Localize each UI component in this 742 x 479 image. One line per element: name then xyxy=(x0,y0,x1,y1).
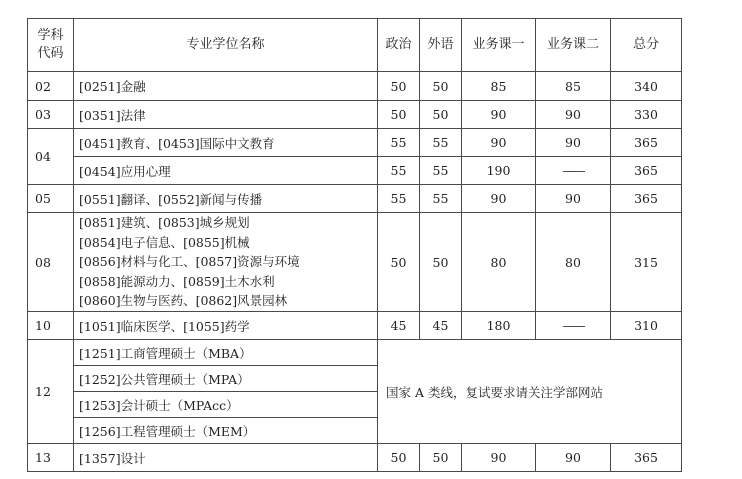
politics-score: 55 xyxy=(378,157,420,185)
discipline-code: 04 xyxy=(28,129,74,185)
discipline-code: 03 xyxy=(28,101,74,129)
degree-name: [1251]工商管理硕士（MBA） xyxy=(74,340,378,366)
degree-name: [1357]设计 xyxy=(74,444,378,472)
degree-name: [0856]材料与化工、[0857]资源与环境 xyxy=(79,254,300,270)
header-total: 总分 xyxy=(611,19,682,72)
discipline-code: 05 xyxy=(28,185,74,213)
degree-name: [1253]会计硕士（MPAcc） xyxy=(74,392,378,418)
foreign-score: 50 xyxy=(420,444,462,472)
header-course1: 业务课一 xyxy=(462,19,536,72)
total-score: 365 xyxy=(611,444,682,472)
foreign-score: 55 xyxy=(420,185,462,213)
table-row xyxy=(28,101,682,129)
foreign-score: 55 xyxy=(420,157,462,185)
course2-score: 90 xyxy=(536,444,611,472)
degree-name: [0860]生物与医药、[0862]风景园林 xyxy=(79,293,288,309)
foreign-score: 50 xyxy=(420,72,462,101)
discipline-code: 13 xyxy=(28,444,74,472)
foreign-score: 50 xyxy=(420,213,462,312)
course2-score: 85 xyxy=(536,72,611,101)
course2-score: 90 xyxy=(536,129,611,157)
course1-score: 190 xyxy=(462,157,536,185)
total-score: 315 xyxy=(611,213,682,312)
discipline-code: 12 xyxy=(28,340,74,444)
table-row xyxy=(28,72,682,101)
course1-score: 180 xyxy=(462,312,536,340)
table-row xyxy=(28,185,682,213)
table-row xyxy=(28,340,682,366)
discipline-code: 02 xyxy=(28,72,74,101)
course1-score: 90 xyxy=(462,101,536,129)
course1-score: 90 xyxy=(462,129,536,157)
discipline-code: 08 xyxy=(28,213,74,312)
course2-score: —— xyxy=(536,312,611,340)
foreign-score: 45 xyxy=(420,312,462,340)
table-header-row xyxy=(28,19,682,72)
discipline-code: 10 xyxy=(28,312,74,340)
course1-score: 85 xyxy=(462,72,536,101)
course1-score: 90 xyxy=(462,185,536,213)
degree-name: [1252]公共管理硕士（MPA） xyxy=(74,366,378,392)
table-row xyxy=(28,312,682,340)
degree-name-list xyxy=(74,213,378,312)
table-row xyxy=(28,213,682,312)
degree-name: [1256]工程管理硕士（MEM） xyxy=(74,418,378,444)
header-foreign-language: 外语 xyxy=(420,19,462,72)
course2-score: —— xyxy=(536,157,611,185)
foreign-score: 50 xyxy=(420,101,462,129)
total-score: 365 xyxy=(611,185,682,213)
total-score: 365 xyxy=(611,157,682,185)
total-score: 340 xyxy=(611,72,682,101)
foreign-score: 55 xyxy=(420,129,462,157)
header-course2: 业务课二 xyxy=(536,19,611,72)
header-discipline-code xyxy=(28,19,74,72)
header-code-line1: 学科 xyxy=(37,28,64,43)
politics-score: 50 xyxy=(378,101,420,129)
table-row xyxy=(28,157,682,185)
politics-score: 50 xyxy=(378,444,420,472)
total-score: 330 xyxy=(611,101,682,129)
course2-score: 90 xyxy=(536,101,611,129)
degree-name: [1051]临床医学、[1055]药学 xyxy=(74,312,378,340)
degree-name: [0851]建筑、[0853]城乡规划 xyxy=(79,215,250,231)
table-row xyxy=(28,129,682,157)
header-degree-name: 专业学位名称 xyxy=(74,19,378,72)
politics-score: 45 xyxy=(378,312,420,340)
total-score: 310 xyxy=(611,312,682,340)
admission-note: 国家 A 类线，复试要求请关注学部网站 xyxy=(378,340,682,444)
politics-score: 50 xyxy=(378,213,420,312)
degree-name: [0858]能源动力、[0859]土木水利 xyxy=(79,273,275,289)
course2-score: 90 xyxy=(536,185,611,213)
degree-name: [0854]电子信息、[0855]机械 xyxy=(79,234,250,250)
degree-name: [0451]教育、[0453]国际中文教育 xyxy=(74,129,378,157)
politics-score: 50 xyxy=(378,72,420,101)
course1-score: 80 xyxy=(462,213,536,312)
degree-name: [0251]金融 xyxy=(74,72,378,101)
score-table xyxy=(27,18,682,472)
degree-name: [0454]应用心理 xyxy=(74,157,378,185)
degree-name: [0351]法律 xyxy=(74,101,378,129)
header-politics: 政治 xyxy=(378,19,420,72)
politics-score: 55 xyxy=(378,129,420,157)
header-code-line2: 代码 xyxy=(37,46,64,61)
course2-score: 80 xyxy=(536,213,611,312)
course1-score: 90 xyxy=(462,444,536,472)
total-score: 365 xyxy=(611,129,682,157)
table-row xyxy=(28,444,682,472)
degree-name: [0551]翻译、[0552]新闻与传播 xyxy=(74,185,378,213)
politics-score: 55 xyxy=(378,185,420,213)
